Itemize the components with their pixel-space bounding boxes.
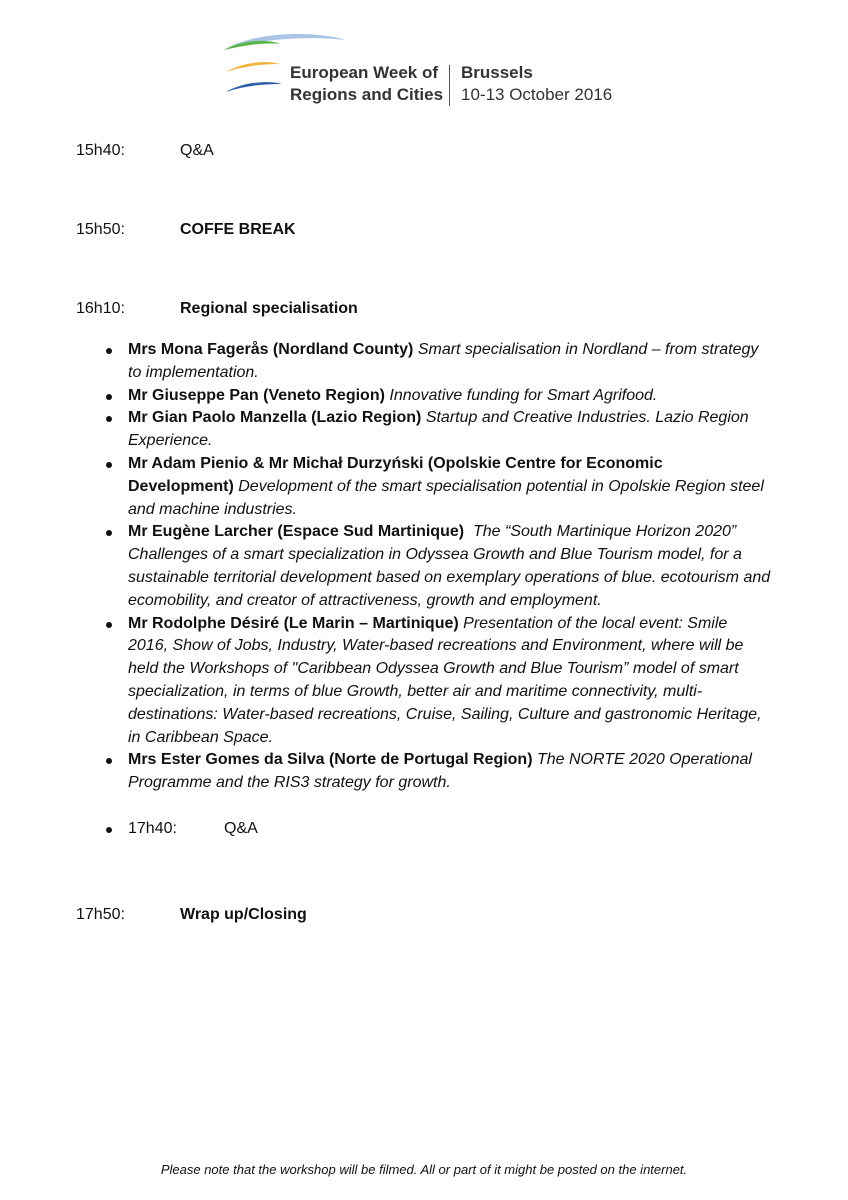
- footer-note: Please note that the workshop will be filmed. All or part of it might be posted on the internet.: [160, 1162, 688, 1177]
- event-location: [461, 62, 661, 106]
- speaker-name: Mr Eugène Larcher (Espace Sud Martinique): [128, 523, 465, 541]
- slot-title: COFFE BREAK: [180, 221, 296, 238]
- list-item: [106, 453, 771, 521]
- slot-time: 15h40:: [76, 142, 125, 159]
- slot-title: Regional specialisation: [180, 300, 358, 317]
- list-item: [106, 339, 771, 385]
- speaker-topic: Innovative funding for Smart Agrifood.: [389, 386, 658, 404]
- agenda-slot-qa-2: [106, 818, 258, 840]
- speaker-name: Mr Adam Pienio & Mr Michał Durzyński (Opolskie Centre for Economic Development): [128, 454, 663, 495]
- speaker-name: Mr Giuseppe Pan (Veneto Region): [128, 386, 385, 404]
- speaker-name: Mr Rodolphe Désiré (Le Marin – Martinique): [128, 614, 459, 632]
- agenda-slot-closing: [76, 904, 307, 926]
- slot-title: Q&A: [180, 142, 214, 159]
- speaker-list: [106, 339, 771, 795]
- list-item: [106, 385, 771, 408]
- speaker-topic: The NORTE 2020 Operational Programme and the RIS3 strategy for growth.: [128, 751, 752, 792]
- speaker-topic: Smart specialisation in Nordland – from strategy to implementation.: [128, 341, 759, 381]
- speaker-name: Mr Gian Paolo Manzella (Lazio Region): [128, 409, 422, 427]
- speaker-topic: Presentation of the local event: Smile 2016, Show of Jobs, Industry, Water-based recreations and Environment, where will be held the Workshops of "Caribbean Odyssea Growth and Blue Tourism” model of smart specialization, in terms of blue Growth, better air and maritime connectivity, multi-destinations: Water-based recreations, Cruise, Sailing, Culture and gastronomic Heritage, in Caribbean Space.: [128, 614, 762, 746]
- slot-time: 17h50:: [76, 906, 125, 923]
- list-item: [106, 407, 771, 453]
- slot-time: 15h50:: [76, 221, 125, 238]
- list-item: [106, 749, 771, 795]
- event-name-line1: European Week of: [290, 63, 438, 82]
- speaker-topic: The “South Martinique Horizon 2020” Challenges of a smart specialization in Odyssea Growth and Blue Tourism model, for a sustainable territorial development based on exemplary operations of blue. ecotourism and ecomobility, and creator of attractiveness, growth and employment.: [128, 523, 771, 609]
- speaker-topic: Startup and Creative Industries. Lazio Region Experience.: [128, 409, 749, 450]
- agenda-slot-break: [76, 219, 296, 241]
- event-name-line2: Regions and Cities: [290, 85, 444, 104]
- list-item: [106, 521, 771, 612]
- slot-title: Wrap up/Closing: [180, 906, 307, 923]
- slot-title: Q&A: [224, 820, 258, 837]
- slot-time: 16h10:: [76, 300, 125, 317]
- speaker-topic: Development of the smart specialisation potential in Opolskie Region steel and machine industries.: [128, 477, 764, 518]
- header-divider: [449, 65, 450, 106]
- agenda-slot-specialisation: [76, 298, 358, 320]
- event-header: [222, 28, 642, 108]
- agenda-slot-qa: [76, 140, 214, 162]
- event-name: [290, 62, 480, 106]
- list-item: [106, 613, 771, 750]
- speaker-name: Mrs Mona Fagerås (Nordland County): [128, 341, 414, 358]
- speaker-name: Mrs Ester Gomes da Silva (Norte de Portugal Region): [128, 751, 533, 769]
- event-dates: 10-13 October 2016: [461, 85, 613, 104]
- event-city: Brussels: [461, 63, 533, 82]
- slot-time: 17h40:: [128, 820, 177, 837]
